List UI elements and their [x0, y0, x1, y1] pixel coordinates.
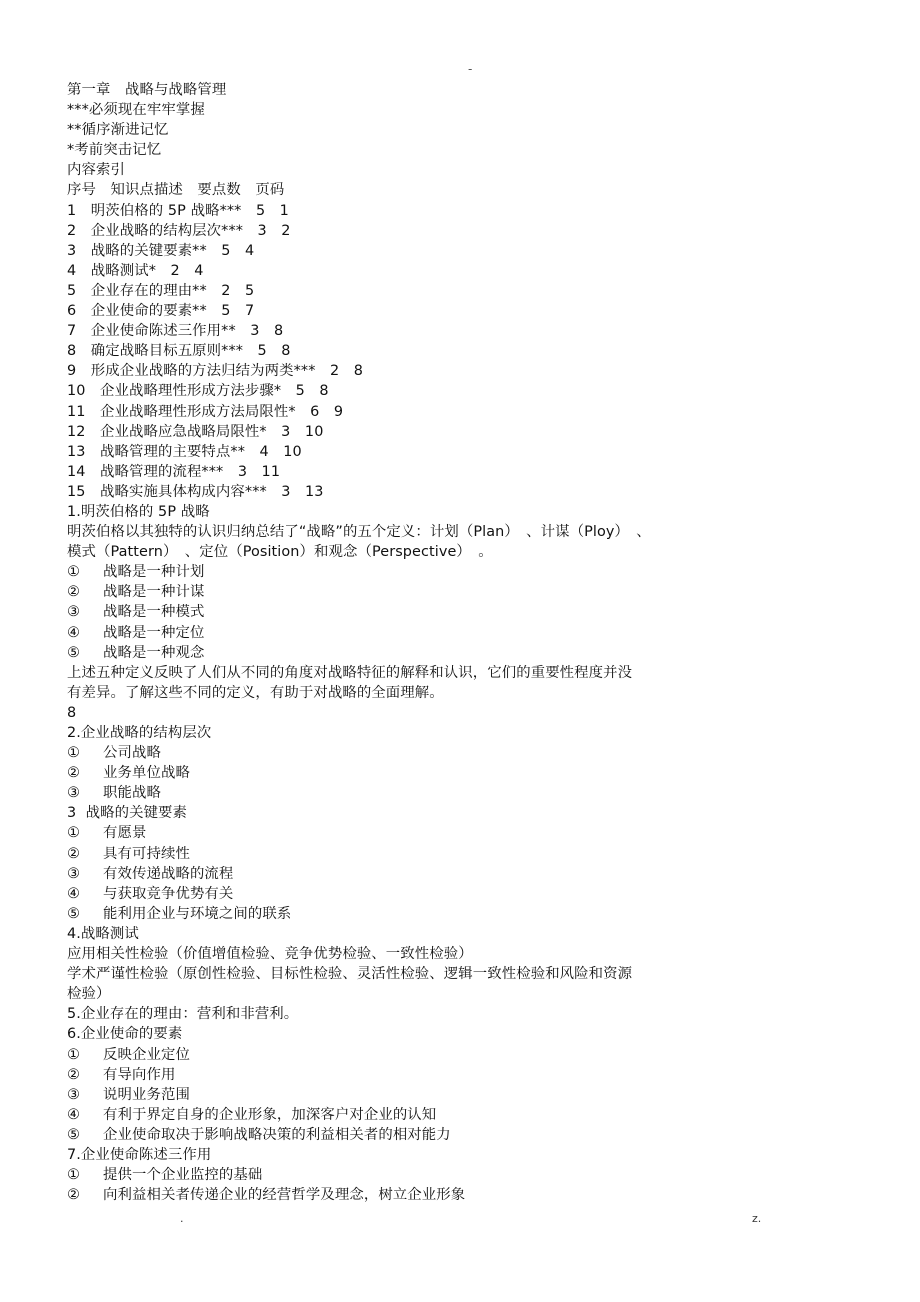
paragraph-line: 应用相关性检验（价值增值检验、竞争优势检验、一致性检验）	[67, 946, 473, 963]
index-row: 5 企业存在的理由** 2 5	[67, 282, 255, 299]
index-row: 9 形成企业战略的方法归结为两类*** 2 8	[67, 363, 363, 380]
index-row: 3 战略的关键要素** 5 4	[67, 242, 255, 259]
item-text: 有愿景	[103, 825, 147, 842]
item-number: ①	[67, 745, 81, 762]
item-text: 能利用企业与环境之间的联系	[103, 905, 292, 922]
item-number: ①	[67, 1167, 81, 1184]
item-text: 公司战略	[103, 745, 161, 762]
item-text: 战略是一种计谋	[103, 584, 205, 601]
section-title: 3 战略的关键要素	[67, 805, 188, 822]
item-number: ①	[67, 825, 81, 842]
page-number: 8	[67, 704, 77, 721]
list-item	[67, 1045, 707, 1065]
list-item	[67, 884, 707, 904]
list-item	[67, 844, 707, 864]
footer-left-mark: .	[180, 1212, 184, 1225]
footer-right-mark: z.	[752, 1212, 762, 1225]
index-row: 13 战略管理的主要特点** 4 10	[67, 443, 302, 460]
list-item	[67, 562, 707, 582]
item-text: 有效传递战略的流程	[103, 865, 234, 882]
index-title: 内容索引	[67, 162, 125, 179]
paragraph-line: 上述五种定义反映了人们从不同的角度对战略特征的解释和认识，它们的重要性程度并没	[67, 664, 633, 681]
list-item	[67, 1185, 707, 1205]
item-number: ①	[67, 1046, 81, 1063]
section-title: 5.企业存在的理由：营利和非营利。	[67, 1006, 299, 1023]
item-text: 业务单位战略	[103, 765, 190, 782]
list-item	[67, 763, 707, 783]
item-number: ④	[67, 1106, 81, 1123]
item-number: ③	[67, 785, 81, 802]
item-number: ⑤	[67, 905, 81, 922]
paragraph-line: 检验）	[67, 986, 111, 1003]
list-item	[67, 1065, 707, 1085]
list-item	[67, 783, 707, 803]
item-number: ①	[67, 564, 81, 581]
item-number: ②	[67, 584, 81, 601]
item-text: 战略是一种计划	[103, 564, 205, 581]
item-number: ③	[67, 865, 81, 882]
item-number: ③	[67, 604, 81, 621]
index-header: 序号 知识点描述 要点数 页码	[67, 182, 285, 199]
list-item	[67, 602, 707, 622]
index-row: 11 企业战略理性形成方法局限性* 6 9	[67, 403, 344, 420]
list-item	[67, 1125, 707, 1145]
item-text: 战略是一种观念	[103, 644, 205, 661]
list-item	[67, 1085, 707, 1105]
item-text: 有导向作用	[103, 1066, 176, 1083]
item-number: ②	[67, 1066, 81, 1083]
index-row: 1 明茨伯格的 5P 战略*** 5 1	[67, 202, 289, 219]
item-number: ④	[67, 624, 81, 641]
index-row: 15 战略实施具体构成内容*** 3 13	[67, 483, 324, 500]
legend-line: *考前突击记忆	[67, 142, 162, 159]
item-number: ⑤	[67, 644, 81, 661]
item-text: 战略是一种定位	[103, 624, 205, 641]
section-title: 7.企业使命陈述三作用	[67, 1146, 212, 1163]
item-text: 有利于界定自身的企业形象，加深客户对企业的认知	[103, 1106, 437, 1123]
index-row: 4 战略测试* 2 4	[67, 262, 204, 279]
item-text: 具有可持续性	[103, 845, 190, 862]
paragraph-line: 有差异。了解这些不同的定义，有助于对战略的全面理解。	[67, 684, 444, 701]
list-item	[67, 643, 707, 663]
list-item	[67, 582, 707, 602]
index-row: 10 企业战略理性形成方法步骤* 5 8	[67, 383, 329, 400]
item-number: ②	[67, 765, 81, 782]
legend-line: ***必须现在牢牢掌握	[67, 102, 205, 119]
list-item	[67, 1165, 707, 1185]
index-row: 2 企业战略的结构层次*** 3 2	[67, 222, 291, 239]
item-text: 提供一个企业监控的基础	[103, 1167, 263, 1184]
section-title: 2.企业战略的结构层次	[67, 725, 212, 741]
list-item	[67, 743, 707, 763]
section-title: 1.明茨伯格的 5P 战略	[67, 503, 210, 520]
section-title: 4.战略测试	[67, 925, 139, 942]
index-row: 12 企业战略应急战略局限性* 3 10	[67, 423, 324, 440]
item-text: 反映企业定位	[103, 1046, 190, 1063]
item-number: ④	[67, 885, 81, 902]
item-text: 向利益相关者传递企业的经营哲学及理念，树立企业形象	[103, 1187, 466, 1204]
item-text: 战略是一种模式	[103, 604, 205, 621]
item-text: 与获取竞争优势有关	[103, 885, 234, 902]
index-row: 14 战略管理的流程*** 3 11	[67, 463, 281, 480]
section-title: 6.企业使命的要素	[67, 1026, 183, 1043]
item-text: 说明业务范围	[103, 1086, 190, 1103]
item-text: 职能战略	[103, 785, 161, 802]
chapter-title: 第一章 战略与战略管理	[67, 82, 227, 98]
item-text: 企业使命取决于影响战略决策的利益相关者的相对能力	[103, 1126, 451, 1143]
document-body	[67, 80, 707, 1205]
header-mark: -	[468, 62, 473, 76]
paragraph-line: 学术严谨性检验（原创性检验、目标性检验、灵活性检验、逻辑一致性检验和风险和资源	[67, 966, 633, 983]
paragraph-line: 明茨伯格以其独特的认识归纳总结了“战略”的五个定义：计划（Plan） 、计谋（Ploy） 、	[67, 524, 651, 541]
item-number: ⑤	[67, 1126, 81, 1143]
paragraph-line: 模式（Pattern） 、定位（Position）和观念（Perspective） 。	[67, 544, 493, 561]
list-item	[67, 1105, 707, 1125]
list-item	[67, 904, 707, 924]
index-row: 8 确定战略目标五原则*** 5 8	[67, 343, 291, 360]
legend-line: **循序渐进记忆	[67, 122, 169, 139]
item-number: ③	[67, 1086, 81, 1103]
index-row: 6 企业使命的要素** 5 7	[67, 303, 255, 320]
list-item	[67, 823, 707, 843]
list-item	[67, 623, 707, 643]
index-row: 7 企业使命陈述三作用** 3 8	[67, 323, 284, 340]
list-item	[67, 864, 707, 884]
item-number: ②	[67, 1187, 81, 1204]
item-number: ②	[67, 845, 81, 862]
